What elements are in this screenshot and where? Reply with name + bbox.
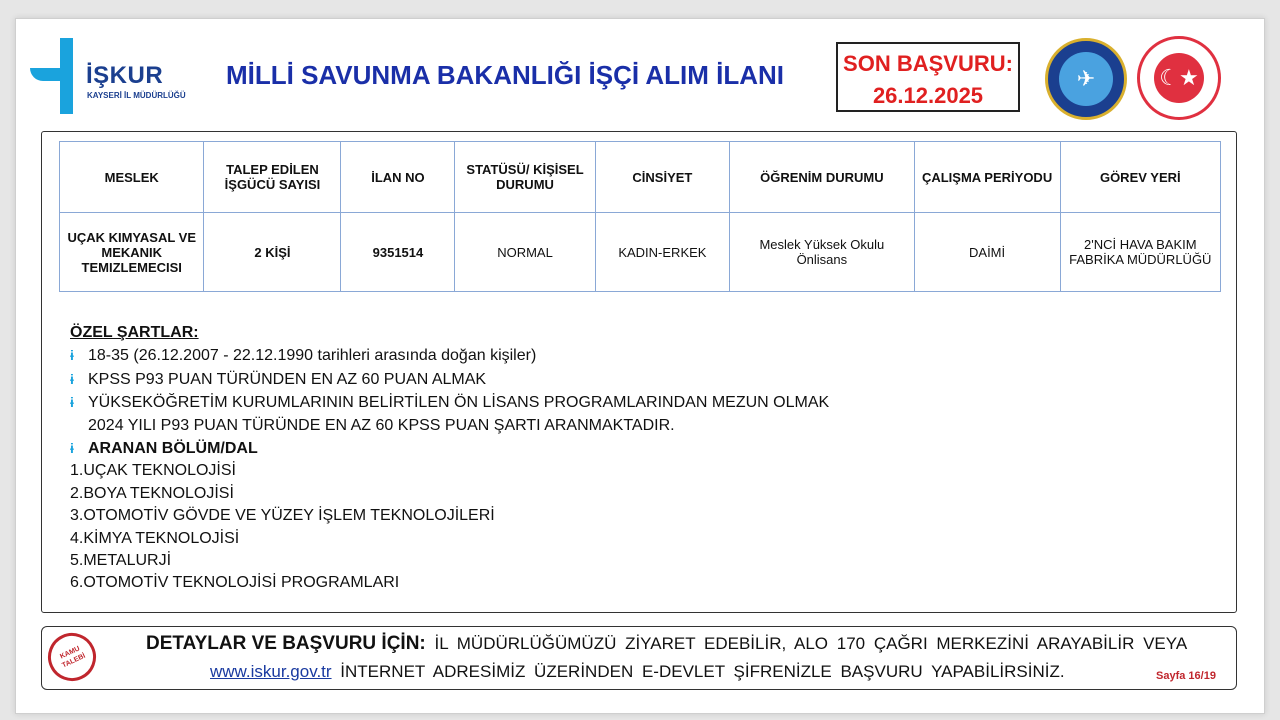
department-item: 4.KİMYA TEKNOLOJİSİ [70, 529, 240, 547]
table-header-row [60, 142, 1221, 213]
header-ilan-no: İLAN NO [341, 142, 455, 213]
bullet-text: YÜKSEKÖĞRETİM KURUMLARININ BELİRTİLEN ÖN LİSANS PROGRAMLARINDAN MEZUN OLMAK [88, 394, 830, 412]
cell-sayi: 2 KİŞİ [204, 213, 341, 292]
department-item: 1.UÇAK TEKNOLOJİSİ [70, 462, 236, 480]
special-heading: ÖZEL ŞARTLAR: [70, 324, 199, 341]
cell-periyot: DAİMİ [914, 213, 1060, 292]
iskur-link[interactable]: www.iskur.gov.tr [210, 662, 332, 681]
deadline-box [836, 42, 1020, 112]
header-meslek: MESLEK [60, 142, 204, 213]
page-number: Sayfa 16/19 [1156, 670, 1216, 682]
list-item [70, 437, 829, 460]
footer-text-1: İL MÜDÜRLÜĞÜMÜZÜ ZİYARET EDEBİLİR, ALO 170 ÇAĞRI MERKEZİNİ ARAYABİLİR VEYA [434, 634, 1188, 653]
header-periyot: ÇALIŞMA PERİYODU [914, 142, 1060, 213]
iskur-logo [30, 38, 186, 114]
special-conditions [70, 322, 829, 595]
header-sayi: TALEP EDİLEN İŞGÜCÜ SAYISI [204, 142, 341, 213]
iskur-bullet-icon: ɨ [70, 394, 74, 411]
footer-line-1 [146, 633, 1187, 655]
job-table [59, 141, 1221, 292]
kamu-talebi-stamp: KAMU TALEBİ [40, 625, 104, 689]
list-item [70, 391, 829, 414]
logo-bar [60, 38, 73, 114]
header-cinsiyet: CİNSİYET [595, 142, 730, 213]
department-item: 5.METALURJİ [70, 552, 172, 570]
iskur-bullet-icon: ɨ [70, 370, 74, 387]
department-item: 3.OTOMOTİV GÖVDE VE YÜZEY İŞLEM TEKNOLOJİLERİ [70, 507, 495, 525]
hava-bakim-emblem-icon: ✈ [1045, 38, 1127, 120]
cell-statu: NORMAL [455, 213, 595, 292]
iskur-bullet-icon: ɨ [70, 347, 74, 364]
list-item [70, 368, 829, 391]
deadline-date: 26.12.2025 [872, 83, 984, 108]
cell-meslek: UÇAK KIMYASAL VE MEKANIK TEMIZLEMECISI [60, 213, 204, 292]
logo-text: İŞKUR [86, 62, 164, 89]
header-ogrenim: ÖĞRENİM DURUMU [730, 142, 914, 213]
department-item: 2.BOYA TEKNOLOJİSİ [70, 484, 234, 502]
iskur-bullet-icon: ɨ [70, 440, 74, 457]
cell-ilan-no: 9351514 [341, 213, 455, 292]
department-item: 6.OTOMOTİV TEKNOLOJİSİ PROGRAMLARI [70, 574, 400, 592]
continuation-text: 2024 YILI P93 PUAN TÜRÜNDE EN AZ 60 KPSS PUAN ŞARTI ARANMAKTADIR. [88, 416, 675, 434]
bullet-text: KPSS P93 PUAN TÜRÜNDEN EN AZ 60 PUAN ALMAK [88, 370, 487, 388]
cell-gorev-yeri: 2'NCİ HAVA BAKIM FABRİKA MÜDÜRLÜĞÜ [1060, 213, 1220, 292]
section-heading: ARANAN BÖLÜM/DAL [88, 440, 258, 458]
table-row [60, 213, 1221, 292]
footer-line-2 [210, 662, 1065, 682]
logo-bar-horizontal [30, 68, 60, 81]
list-item [70, 344, 829, 367]
footer-text-2: İNTERNET ADRESİMİZ ÜZERİNDEN E-DEVLET ŞİFRENİZLE BAŞVURU YAPABİLİRSİNİZ. [340, 662, 1065, 681]
msb-emblem-icon: ☾★ [1137, 36, 1221, 120]
cell-cinsiyet: KADIN-ERKEK [595, 213, 730, 292]
footer-bold-text: DETAYLAR VE BAŞVURU İÇİN: [146, 633, 426, 654]
deadline-label: SON BAŞVURU: [843, 51, 1013, 76]
header-statu: STATÜSÜ/ KİŞİSEL DURUMU [455, 142, 595, 213]
bullet-text: 18-35 (26.12.2007 - 22.12.1990 tarihleri arasında doğan kişiler) [88, 347, 537, 365]
page-title: MİLLİ SAVUNMA BAKANLIĞI İŞÇİ ALIM İLANI [226, 60, 784, 90]
logo-subtitle: KAYSERİ İL MÜDÜRLÜĞÜ [87, 91, 186, 100]
cell-ogrenim: Meslek Yüksek Okulu Önlisans [730, 213, 914, 292]
header-gorev-yeri: GÖREV YERİ [1060, 142, 1220, 213]
